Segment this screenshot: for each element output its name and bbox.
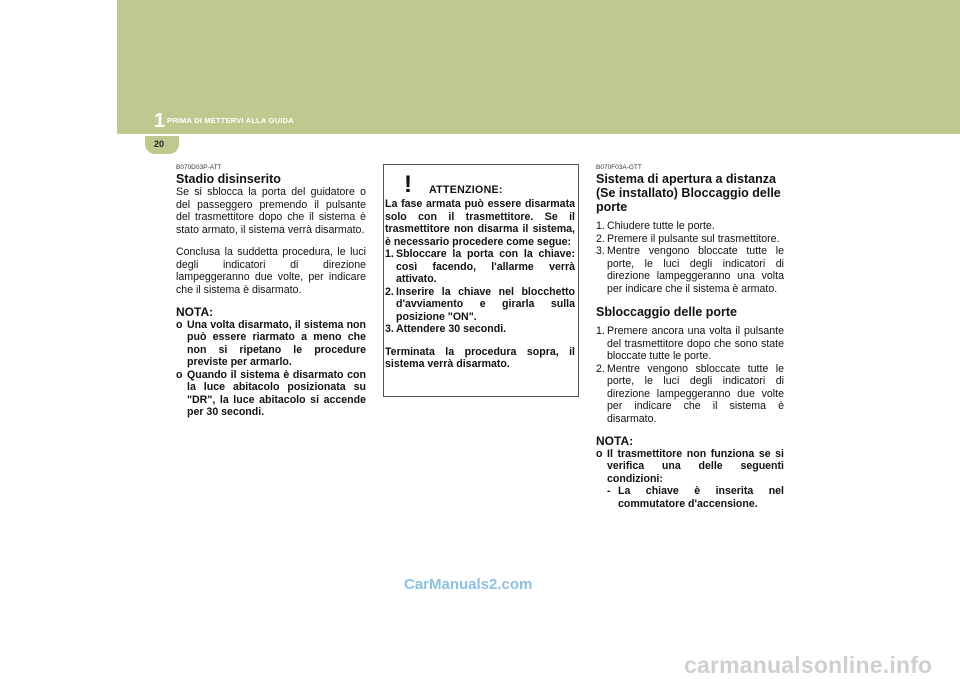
section-heading: Sistema di apertura a distanza (Se installato) Bloccaggio delle porte (596, 172, 781, 214)
right-column (596, 164, 784, 510)
list-item-text: Sbloccare la porta con la chiave: così facendo, l'allarme verrà attivato. (396, 248, 575, 285)
lock-steps (596, 220, 784, 295)
list-marker: 1. (385, 248, 394, 260)
list-marker: 3. (596, 245, 605, 257)
list-item (385, 323, 575, 336)
paragraph: Conclusa la suddetta procedura, le luci degli indicatori di direzione lampeggeranno due volte, per indicare che il sistema è disarmato. (176, 246, 366, 296)
list-item (596, 448, 784, 486)
nota-label: NOTA: (596, 434, 634, 448)
svg-text:!: ! (404, 171, 412, 196)
list-item (596, 325, 784, 363)
list-item-text: La chiave è inserita nel commutatore d'accensione. (618, 485, 784, 510)
list-item (596, 233, 784, 246)
list-marker: 1. (596, 220, 605, 232)
list-item-text: Inserire la chiave nel blocchetto d'avviamento e girarla sulla posizione "ON". (396, 285, 575, 323)
list-item (176, 319, 366, 369)
list-marker: o (176, 368, 183, 381)
footer-watermark: carmanualsonline.info (684, 652, 933, 678)
nota-list (176, 319, 366, 419)
watermark-link[interactable]: CarManuals2.com (404, 576, 533, 593)
list-item (596, 220, 784, 233)
list-marker: 2. (596, 232, 605, 245)
list-item-text: Una volta disarmato, il sistema non può essere riarmato a meno che non si ripetano le procedure previste per armarlo. (187, 318, 366, 368)
warning-outro: Terminata la procedura sopra, il sistema verrà disarmato. (385, 345, 575, 370)
list-marker: 2. (385, 285, 394, 298)
list-item-text: Premere il pulsante sul trasmettitore. (607, 232, 780, 245)
nota-subitem (596, 485, 784, 510)
list-item-text: Attendere 30 secondi. (396, 323, 507, 335)
list-marker: o (596, 447, 603, 460)
section-code: B070F03A-GTT (596, 164, 642, 171)
list-item (596, 245, 784, 295)
header-divider (117, 134, 960, 136)
warning-title: ATTENZIONE: (429, 184, 503, 196)
list-item (176, 369, 366, 419)
header-band (117, 0, 960, 134)
chapter-number: 1 (154, 110, 166, 132)
left-column (176, 164, 366, 419)
unlock-heading: Sbloccaggio delle porte (596, 305, 737, 319)
chapter-title: PRIMA DI METTERVI ALLA GUIDA (167, 116, 294, 125)
list-marker: 1. (596, 325, 605, 337)
list-item-text: Quando il sistema è disarmato con la luce abitacolo posizionata su "DR", la luce abitacolo si accende per 30 secondi. (187, 368, 366, 418)
unlock-steps (596, 325, 784, 425)
section-heading: Stadio disinserito (176, 172, 281, 186)
list-item-text: Chiudere tutte le porte. (607, 220, 715, 232)
list-marker: 3. (385, 323, 394, 335)
nota-list (596, 448, 784, 486)
list-item-text: Il trasmettitore non funziona se si verifica una delle seguenti condizioni: (607, 447, 784, 485)
list-item-text: Premere ancora una volta il pulsante del trasmettitore dopo che sono state bloccate tutte le porte. (607, 325, 784, 362)
list-marker: o (176, 318, 183, 331)
warning-triangle-icon (393, 168, 423, 201)
list-item (385, 248, 575, 286)
nota-label: NOTA: (176, 305, 214, 319)
list-marker: 2. (596, 362, 605, 375)
list-item (596, 363, 784, 426)
warning-body (385, 198, 575, 371)
list-item-text: Mentre vengono bloccate tutte le porte, le luci degli indicatori di direzione lampeggeranno una volta per indicare che il sistema è armato. (607, 245, 784, 295)
warning-steps (385, 248, 575, 336)
list-item (385, 286, 575, 324)
warning-intro: La fase armata può essere disarmata solo con il trasmettitore. Se il trasmettitore non disarma il sistema, è necessario procedere come segue: (385, 198, 575, 248)
list-item-text: Mentre vengono sbloccate tutte le porte, le luci degli indicatori di direzione lampeggeranno due volte per indicare che il sistema è disarmato. (607, 362, 784, 425)
section-code: B070D03P-ATT (176, 164, 222, 171)
paragraph: Se si sblocca la porta del guidatore o del passeggero premendo il pulsante del trasmettitore dopo che il sistema è stato armato, il sistema verrà disarmato. (176, 186, 366, 236)
page-number: 20 (154, 139, 165, 149)
list-marker: - (607, 485, 611, 497)
